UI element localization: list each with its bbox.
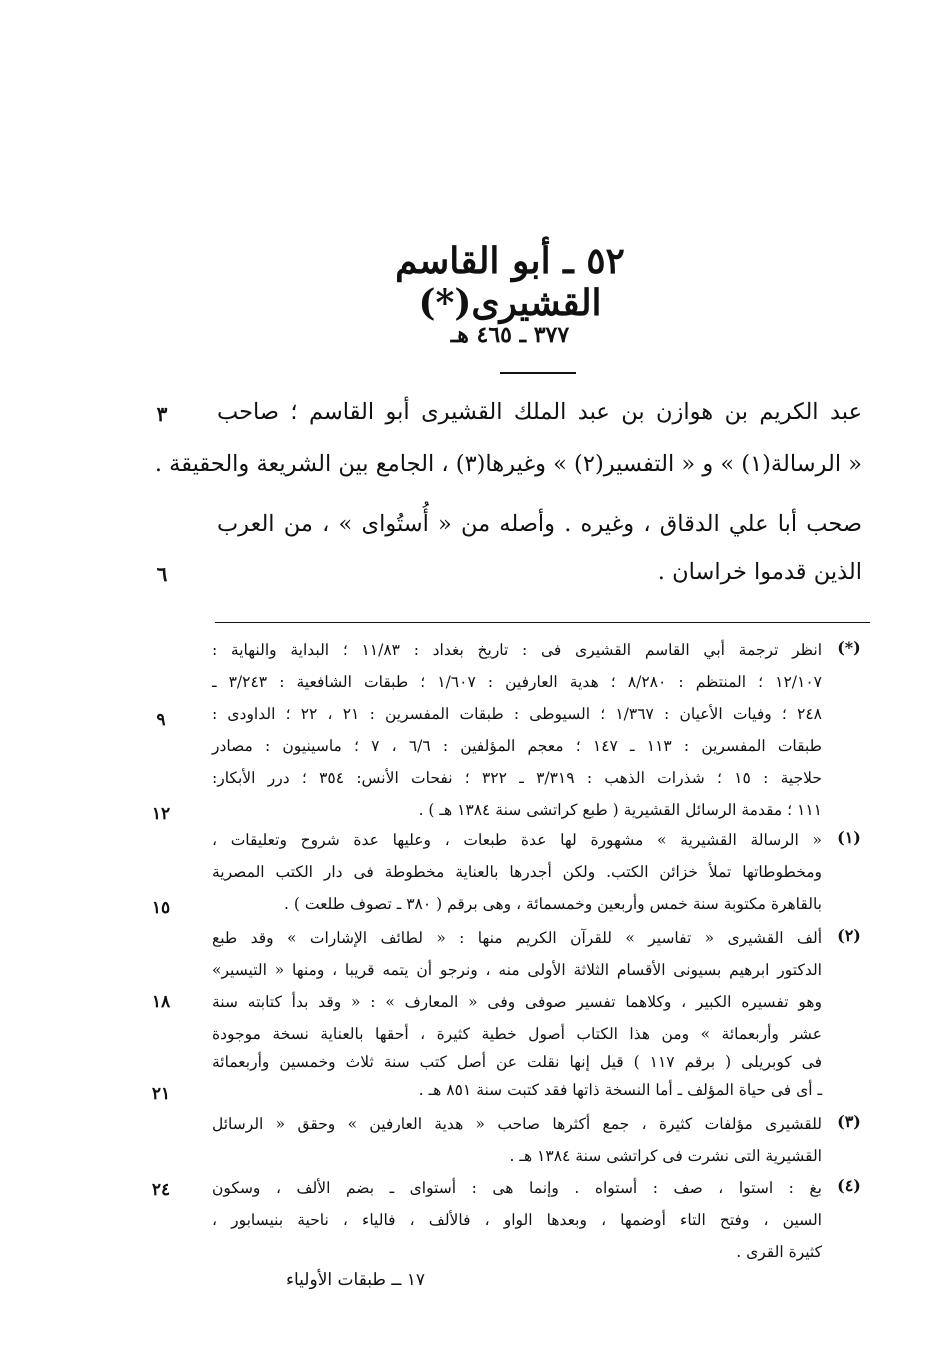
entry-dates: ٣٧٧ ـ ٤٦٥ هـ (450, 322, 570, 348)
footnote-line: القشيرية التى نشرت فى كراتشى سنة ١٣٨٤ هـ . (509, 1147, 822, 1165)
margin-line-number: ١٨ (151, 992, 171, 1012)
footnote-line: فى كوبريلى ( برقم ١١٧ ) قيل إنها نقلت عن أصل كتب سنة ثلاث وخمسين وأربعمائة (212, 1053, 822, 1071)
body-line: عبد الكريم بن هوازن بن عبد الملك القشيرى أبو القاسم ؛ صاحب (217, 399, 862, 425)
margin-line-number: ٦ (156, 562, 168, 586)
margin-line-number: ٢١ (151, 1084, 171, 1104)
footnote-line: عشر وأربعمائة » ومن هذا الكتاب أصول خطية كثيرة ، أحقها بالعناية نسخة موجودة (212, 1025, 822, 1043)
footnote-line: كثيرة القرى . (736, 1243, 822, 1261)
footnote-line: ١١١ ؛ مقدمة الرسائل القشيرية ( طبع كراتشى سنة ١٣٨٤ هـ ) . (418, 801, 822, 819)
footnote-line: ٢٤٨ ؛ وفيات الأعيان : ١/٣٦٧ ؛ السيوطى : طبقات المفسرين : ٢١ ، ٢٢ ؛ الداودى : (212, 705, 822, 723)
title-divider (500, 372, 576, 374)
footnote-line: ألف القشيرى « تفاسير » للقرآن الكريم منها : « لطائف الإشارات » وقد طبع (212, 929, 822, 947)
body-line: « الرسالة(١) » و « التفسير(٢) » وغيرها(٣) ، الجامع بين الشريعة والحقيقة . (154, 451, 862, 477)
footnote-line: وهو تفسيره الكبير ، وكلاهما تفسير صوفى وفى « المعارف » : « وقد بدأ كتابته سنة (212, 993, 822, 1011)
body-line: الذين قدموا خراسان . (657, 559, 862, 585)
footnote-line: الدكتور ابرهيم بسيونى الأقسام الثلاثة الأولى منه ، ونرجو أن يتمه قريبا ، ومنها « التيسير» (212, 961, 822, 979)
margin-line-number: ١٢ (151, 804, 171, 824)
page-footer: ١٧ ــ طبقات الأولياء (286, 1270, 425, 1290)
footnote-divider (215, 622, 870, 623)
margin-line-number: ٢٤ (151, 1180, 171, 1200)
footnote-line: بغ : استوا ، صف : أستواه . وإنما هى : أستواى ـ بضم الألف ، وسكون (212, 1179, 822, 1197)
footnote-line: للقشيرى مؤلفات كثيرة ، جمع أكثرها صاحب « هدية العارفين » وحقق « الرسائل (212, 1115, 822, 1133)
footnote-line: طبقات المفسرين : ١١٣ ـ ١٤٧ ؛ معجم المؤلفين : ٦/٦ ، ٧ ؛ ماسينيون : مصادر (212, 737, 822, 755)
footnote-line: بالقاهرة مكتوبة سنة خمس وأربعين وخمسمائة ، وهى برقم ( ٣٨٠ ـ تصوف طلعت ) . (284, 895, 822, 913)
footnote-line: السين ، وفتح التاء أوضمها ، وبعدها الواو ، فالألف ، فالياء ، ناحية بنيسابور ، (212, 1211, 822, 1229)
footnote-line: ـ أى فى حياة المؤلف ـ أما النسخة ذاتها فقد كتبت سنة ٨٥١ هـ . (418, 1081, 822, 1099)
footnote-line: حلاجية : ١٥ ؛ شذرات الذهب : ٣/٣١٩ ـ ٣٢٢ ؛ نفحات الأنس: ٣٥٤ ؛ درر الأبكار: (212, 769, 822, 787)
footnote-line: انظر ترجمة أبي القاسم القشيرى فى : تاريخ بغداد : ١١/٨٣ ؛ البداية والنهاية : (212, 641, 822, 659)
footnote-line: ومخطوطاتها تملأ خزائن الكتب. ولكن أجدرها بالعناية مخطوطة فى دار الكتب المصرية (212, 863, 822, 881)
footnote-label: (٢) (837, 926, 861, 945)
footnote-line: « الرسالة القشيرية » مشهورة لها عدة طبعات ، وعليها عدة شروح وتعليقات ، (212, 831, 822, 849)
entry-title: ٥٢ ـ أبو القاسم القشيرى(*) (395, 240, 625, 324)
margin-line-number: ١٥ (151, 898, 171, 918)
footnote-label: (٤) (837, 1176, 861, 1195)
body-line: صحب أبا علي الدقاق ، وغيره . وأصله من « أُستُواى » ، من العرب (217, 511, 862, 537)
footnote-label: (١) (837, 828, 861, 847)
footnote-line: ١٢/١٠٧ ؛ المنتظم : ٨/٢٨٠ ؛ هدية العارفين : ١/٦٠٧ ؛ طبقات الشافعية : ٣/٢٤٣ ـ (212, 673, 822, 691)
footnote-label: (*) (837, 638, 861, 657)
footnote-label: (٣) (837, 1112, 861, 1131)
margin-line-number: ٣ (156, 402, 168, 426)
margin-line-number: ٩ (156, 710, 166, 730)
